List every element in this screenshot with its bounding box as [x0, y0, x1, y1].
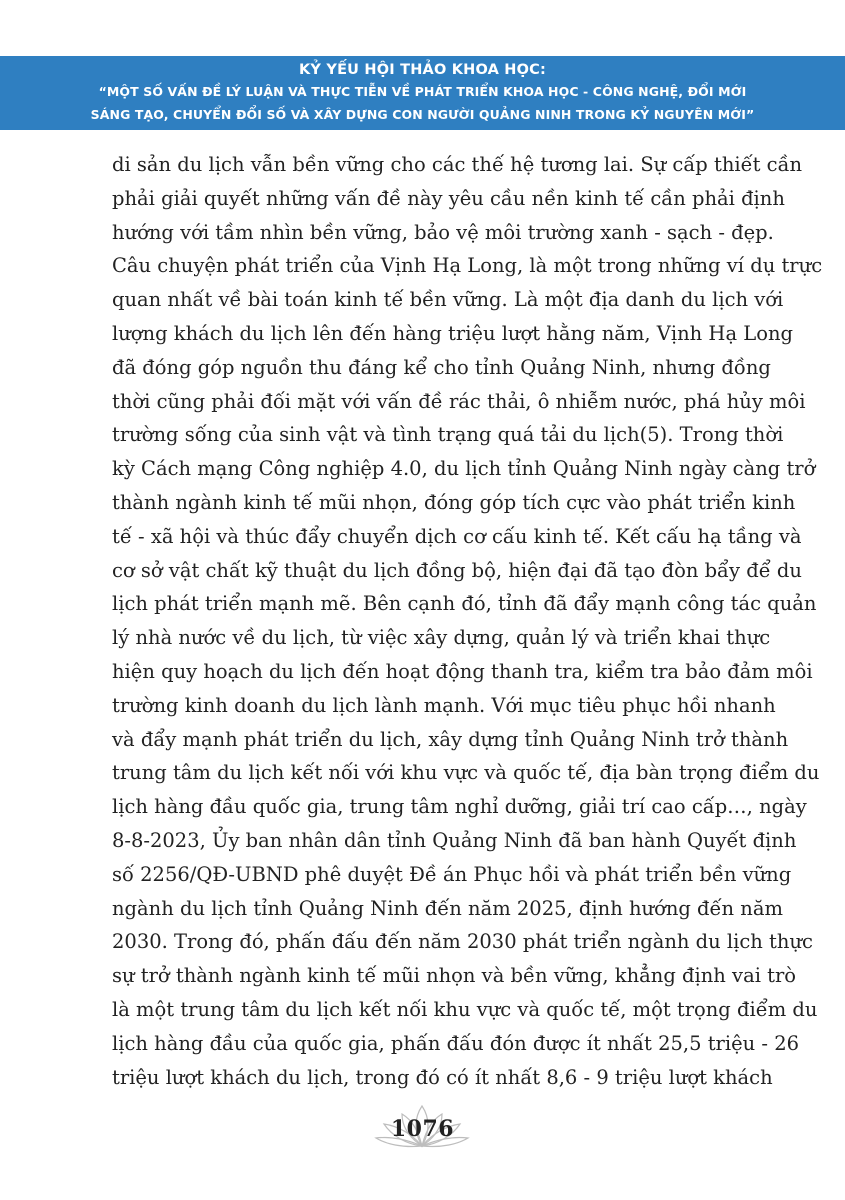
- body-line: 2030. Trong đó, phấn đấu đến năm 2030 phát triển ngành du lịch thực: [112, 930, 813, 954]
- body-line: thời cũng phải đối mặt với vấn đề rác thải, ô nhiễm nước, phá hủy môi: [112, 389, 806, 413]
- running-header: [0, 56, 845, 130]
- body-line: Câu chuyện phát triển của Vịnh Hạ Long, là một trong những ví dụ trực: [112, 254, 823, 278]
- body-line: và đẩy mạnh phát triển du lịch, xây dựng tỉnh Quảng Ninh trở thành: [112, 727, 789, 751]
- body-line: ngành du lịch tỉnh Quảng Ninh đến năm 2025, định hướng đến năm: [112, 896, 783, 920]
- body-line: là một trung tâm du lịch kết nối khu vực và quốc tế, một trọng điểm du: [112, 997, 818, 1021]
- body-line: lịch hàng đầu quốc gia, trung tâm nghỉ dưỡng, giải trí cao cấp…, ngày: [112, 795, 807, 819]
- header-subtitle-line-1: “MỘT SỐ VẤN ĐỀ LÝ LUẬN VÀ THỰC TIỄN VỀ PHÁT TRIỂN KHOA HỌC - CÔNG NGHỆ, ĐỔI MỚI: [98, 84, 747, 99]
- body-line: hiện quy hoạch du lịch đến hoạt động thanh tra, kiểm tra bảo đảm môi: [112, 659, 813, 683]
- body-paragraph: [112, 148, 823, 1094]
- body-line: lịch hàng đầu của quốc gia, phấn đấu đón được ít nhất 25,5 triệu - 26: [112, 1031, 800, 1055]
- body-line: đã đóng góp nguồn thu đáng kể cho tỉnh Quảng Ninh, nhưng đồng: [112, 355, 771, 379]
- body-line: lý nhà nước về du lịch, từ việc xây dựng, quản lý và triển khai thực: [112, 626, 771, 650]
- page-number: 1076: [390, 1116, 455, 1142]
- body-line: tế - xã hội và thúc đẩy chuyển dịch cơ cấu kinh tế. Kết cấu hạ tầng và: [112, 524, 802, 548]
- body-line: trường sống của sinh vật và tình trạng quá tải du lịch(5). Trong thời: [112, 423, 784, 447]
- body-line: lịch phát triển mạnh mẽ. Bên cạnh đó, tỉnh đã đẩy mạnh công tác quản: [112, 592, 817, 616]
- body-line: lượng khách du lịch lên đến hàng triệu lượt hằng năm, Vịnh Hạ Long: [112, 321, 793, 345]
- body-line: cơ sở vật chất kỹ thuật du lịch đồng bộ, hiện đại đã tạo đòn bẩy để du: [112, 558, 802, 582]
- body-line: 8-8-2023, Ủy ban nhân dân tỉnh Quảng Ninh đã ban hành Quyết định: [112, 828, 797, 852]
- header-subtitle-line-2: SÁNG TẠO, CHUYỂN ĐỔI SỐ VÀ XÂY DỰNG CON NGƯỜI QUẢNG NINH TRONG KỶ NGUYÊN MỚI”: [90, 107, 755, 122]
- body-line: sự trở thành ngành kinh tế mũi nhọn và bền vững, khẳng định vai trò: [112, 964, 797, 988]
- body-line: hướng với tầm nhìn bền vững, bảo vệ môi trường xanh - sạch - đẹp.: [112, 220, 774, 244]
- body-line: quan nhất về bài toán kinh tế bền vững. Là một địa danh du lịch với: [112, 288, 784, 312]
- body-line: phải giải quyết những vấn đề này yêu cầu nền kinh tế cần phải định: [112, 186, 785, 210]
- body-line: kỳ Cách mạng Công nghiệp 4.0, du lịch tỉnh Quảng Ninh ngày càng trở: [112, 457, 816, 481]
- body-line: triệu lượt khách du lịch, trong đó có ít nhất 8,6 - 9 triệu lượt khách: [112, 1065, 773, 1089]
- body-line: thành ngành kinh tế mũi nhọn, đóng góp tích cực vào phát triển kinh: [112, 490, 796, 514]
- body-line: trường kinh doanh du lịch lành mạnh. Với mục tiêu phục hồi nhanh: [112, 693, 776, 717]
- body-line: trung tâm du lịch kết nối với khu vực và quốc tế, địa bàn trọng điểm du: [112, 761, 820, 785]
- page-footer: [0, 1102, 845, 1152]
- body-line: số 2256/QĐ-UBND phê duyệt Đề án Phục hồi và phát triển bền vững: [112, 862, 792, 886]
- body-line: di sản du lịch vẫn bền vững cho các thế hệ tương lai. Sự cấp thiết cần: [112, 153, 803, 176]
- header-title: KỶ YẾU HỘI THẢO KHOA HỌC:: [298, 62, 547, 78]
